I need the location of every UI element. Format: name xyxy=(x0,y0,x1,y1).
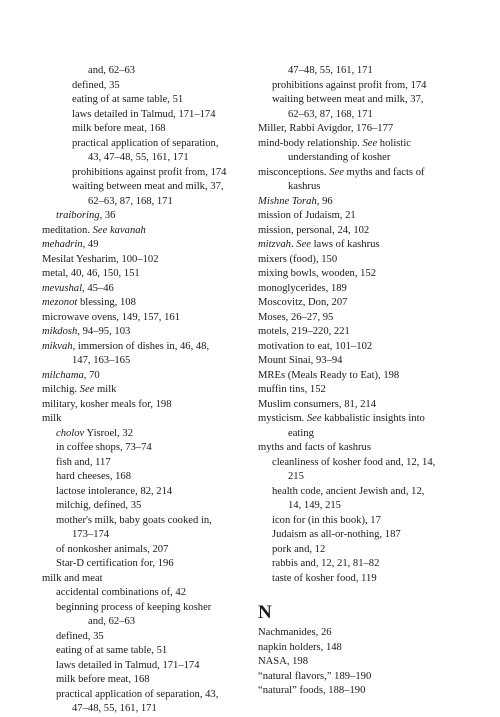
index-entry-text: milchig, defined, 35 xyxy=(56,500,142,511)
index-entry xyxy=(258,108,468,123)
index-entry-text: 47–48, 55, 161, 171 xyxy=(72,703,157,714)
index-entry-text: rabbis and, 12, 21, 81–82 xyxy=(272,558,380,569)
index-entry-text: milk before meat, 168 xyxy=(72,123,166,134)
index-entry xyxy=(258,209,468,224)
index-entry xyxy=(42,79,252,94)
index-entry xyxy=(258,282,468,297)
index-entry xyxy=(42,354,252,369)
index-entry-text: mezonot xyxy=(42,297,78,308)
index-entry-text: See xyxy=(306,413,322,424)
index-entry xyxy=(258,253,468,268)
index-entry xyxy=(258,369,468,384)
index-entry xyxy=(42,383,252,398)
index-entry-text: myths and facts of kashrus xyxy=(258,442,371,453)
index-entry xyxy=(258,514,468,529)
index-entry-text: mitzvah xyxy=(258,239,291,250)
index-entry-text: holistic xyxy=(377,137,411,149)
index-entry-text: kashrus xyxy=(288,181,321,192)
index-entry xyxy=(42,412,252,427)
index-entry-text: health code, ancient Jewish and, 12, xyxy=(272,485,425,497)
index-entry-text: hard cheeses, 168 xyxy=(56,471,132,482)
index-entry xyxy=(42,586,252,601)
index-entry xyxy=(42,615,252,630)
index-entry xyxy=(258,64,468,79)
index-entry-text: eating of at same table, 51 xyxy=(72,94,184,105)
index-entry-text: “natural” foods, 188–190 xyxy=(258,685,366,696)
index-entry xyxy=(42,325,252,340)
index-entry xyxy=(42,224,252,239)
index-entry xyxy=(258,79,468,94)
index-entry-text: blessing, 108 xyxy=(77,297,136,308)
index-entry-text: milk xyxy=(94,384,117,395)
index-entry-text: Moscovitz, Don, 207 xyxy=(258,297,348,308)
index-entry-text: See xyxy=(329,166,344,178)
index-entry xyxy=(258,670,468,685)
index-entry xyxy=(42,311,252,326)
index-entry-text: mixing bowls, wooden, 152 xyxy=(258,268,377,279)
index-entry-text: cholov xyxy=(56,427,85,439)
index-entry-text: NASA, 198 xyxy=(258,656,309,667)
index-entry-text: practical application of separation, xyxy=(72,137,219,149)
index-entry-text: 147, 163–165 xyxy=(72,355,131,366)
index-entry xyxy=(42,485,252,500)
index-entry-text: prohibitions against profit from, 174 xyxy=(72,166,227,178)
index-entry xyxy=(42,209,252,224)
index-entry-text: Muslim consumers, 81, 214 xyxy=(258,398,377,410)
index-entry-text: 47–48, 55, 161, 171 xyxy=(288,65,373,76)
index-entry xyxy=(258,499,468,514)
index-entry-text: motels, 219–220, 221 xyxy=(258,326,350,337)
index-entry xyxy=(258,122,468,137)
index-entry-text: defined, 35 xyxy=(56,630,104,642)
index-entry-text: See xyxy=(362,137,378,149)
index-entry xyxy=(258,93,468,108)
index-entry xyxy=(258,180,468,195)
index-entry-text: metal, 40, 46, 150, 151 xyxy=(42,268,140,279)
index-entry-text: mixers (food), 150 xyxy=(258,253,338,265)
index-entry-text: monoglycerides, 189 xyxy=(258,282,347,294)
index-entry-text: kabbalistic insights into xyxy=(321,413,425,424)
index-entry-text: 62–63, 87, 168, 171 xyxy=(288,108,373,120)
index-entry xyxy=(258,557,468,572)
index-entry xyxy=(42,572,252,587)
index-entry-text: waiting between meat and milk, 37, xyxy=(72,181,224,192)
index-entry-text: meditation. xyxy=(42,224,93,236)
index-entry-text: Mount Sinai, 93–94 xyxy=(258,355,343,366)
index-entry-text: 43, 47–48, 55, 161, 171 xyxy=(88,152,189,163)
index-entry xyxy=(42,282,252,297)
index-entry-text: milk and meat xyxy=(42,572,103,584)
index-entry-text: 215 xyxy=(288,471,304,482)
index-entry xyxy=(258,485,468,500)
index-entry xyxy=(42,601,252,616)
index-entry xyxy=(258,528,468,543)
index-entry xyxy=(42,528,252,543)
index-entry xyxy=(42,543,252,558)
index-entry xyxy=(258,470,468,485)
index-entry-text: Miller, Rabbi Avigdor, 176–177 xyxy=(258,123,394,134)
index-entry xyxy=(258,655,468,670)
index-column-right xyxy=(258,64,468,699)
index-entry-text: of nonkosher animals, 207 xyxy=(56,543,169,555)
index-entry xyxy=(258,195,468,210)
index-entry-text: . xyxy=(290,239,297,250)
index-column-right-bottom xyxy=(258,626,468,699)
index-entry-text: understanding of kosher xyxy=(288,152,391,163)
index-entry-text: practical application of separation, 43, xyxy=(56,688,219,700)
index-entry-text: microwave ovens, 149, 157, 161 xyxy=(42,311,180,323)
index-entry-text: cleanliness of kosher food and, 12, 14, xyxy=(272,456,436,468)
index-entry xyxy=(42,93,252,108)
index-entry xyxy=(258,238,468,253)
index-entry xyxy=(42,441,252,456)
index-entry xyxy=(258,412,468,427)
index-entry-text: defined, 35 xyxy=(72,79,120,91)
index-entry xyxy=(258,684,468,699)
index-entry xyxy=(258,325,468,340)
index-entry-text: pork and, 12 xyxy=(272,543,326,555)
index-entry-text: See xyxy=(296,239,311,250)
index-entry-text: laws detailed in Talmud, 171–174 xyxy=(72,108,216,120)
index-entry-text: prohibitions against profit from, 174 xyxy=(272,79,427,91)
index-entry xyxy=(42,369,252,384)
index-entry-text: Moses, 26–27, 95 xyxy=(258,311,334,323)
index-entry-text: Mishne Torah xyxy=(258,195,317,207)
index-entry-text: accidental combinations of, 42 xyxy=(56,587,187,598)
index-entry-text: motivation to eat, 101–102 xyxy=(258,340,373,352)
index-entry xyxy=(42,340,252,355)
index-entry xyxy=(42,195,252,210)
index-entry xyxy=(42,470,252,485)
index-entry-text: milk xyxy=(42,413,62,424)
section-letter-heading: N xyxy=(258,602,272,623)
index-entry-text: beginning process of keeping kosher xyxy=(56,601,212,613)
index-entry xyxy=(258,151,468,166)
index-entry-text: , 96 xyxy=(316,195,333,207)
index-entry xyxy=(42,151,252,166)
index-entry-text: and, 62–63 xyxy=(88,616,136,627)
index-entry-text: Judaism as all-or-nothing, 187 xyxy=(272,529,401,540)
index-entry-text: milchama xyxy=(42,369,84,381)
index-entry xyxy=(258,456,468,471)
index-entry xyxy=(42,514,252,529)
index-entry-text: See kavanah xyxy=(92,224,146,236)
index-entry-text: , 70 xyxy=(83,369,100,381)
index-entry xyxy=(258,441,468,456)
index-entry-text: lactose intolerance, 82, 214 xyxy=(56,485,173,497)
index-entry-text: , 36 xyxy=(99,210,116,221)
index-entry xyxy=(42,253,252,268)
index-entry xyxy=(258,383,468,398)
index-entry xyxy=(42,267,252,282)
index-column-left xyxy=(42,64,252,717)
index-entry-text: myths and facts of xyxy=(343,166,425,178)
index-entry xyxy=(258,311,468,326)
index-entry-text: taste of kosher food, 119 xyxy=(272,572,377,584)
index-entry-text: in coffee shops, 73–74 xyxy=(56,442,152,453)
index-entry-text: , 49 xyxy=(82,239,99,250)
index-entry xyxy=(42,630,252,645)
index-entry xyxy=(42,166,252,181)
index-entry-text: military, kosher meals for, 198 xyxy=(42,398,172,410)
index-entry-text: Mesilat Yesharim, 100–102 xyxy=(42,253,159,265)
index-entry-text: eating of at same table, 51 xyxy=(56,645,168,656)
index-entry xyxy=(258,427,468,442)
index-entry-text: mother's milk, baby goats cooked in, xyxy=(56,514,212,526)
index-entry xyxy=(42,702,252,717)
index-entry xyxy=(258,398,468,413)
index-entry-text: eating xyxy=(288,427,314,439)
index-entry xyxy=(42,688,252,703)
index-entry xyxy=(258,340,468,355)
index-entry-text: traiboring xyxy=(56,210,100,221)
index-entry xyxy=(42,673,252,688)
index-entry-text: mevushal xyxy=(42,282,83,294)
index-entry xyxy=(258,224,468,239)
index-column-right-top xyxy=(258,64,468,586)
index-entry-text: mission of Judaism, 21 xyxy=(258,210,356,221)
index-entry-text: muffin tins, 152 xyxy=(258,384,326,395)
index-entry xyxy=(42,108,252,123)
index-entry-text: misconceptions. xyxy=(258,166,330,178)
index-entry xyxy=(42,238,252,253)
index-entry-text: MREs (Meals Ready to Eat), 198 xyxy=(258,369,400,381)
index-entry xyxy=(258,641,468,656)
index-entry-text: milchig. xyxy=(42,384,80,395)
index-entry-text: Yisroel, 32 xyxy=(84,427,133,439)
index-entry-text: Star-D certification for, 196 xyxy=(56,558,174,569)
index-entry-text: napkin holders, 148 xyxy=(258,641,342,653)
index-entry-text: 62–63, 87, 168, 171 xyxy=(88,195,173,207)
index-entry xyxy=(42,64,252,79)
index-entry xyxy=(42,456,252,471)
index-entry xyxy=(258,543,468,558)
index-entry xyxy=(42,122,252,137)
index-entry-text: , 45–46 xyxy=(82,282,114,294)
index-entry-text: laws of kashrus xyxy=(310,239,380,250)
index-entry xyxy=(258,626,468,641)
index-entry-text: , 94–95, 103 xyxy=(77,326,131,337)
index-entry-text: waiting between meat and milk, 37, xyxy=(272,94,424,105)
index-entry xyxy=(42,499,252,514)
index-entry-text: , immersion of dishes in, 46, 48, xyxy=(72,340,210,352)
index-entry xyxy=(42,644,252,659)
index-entry-text: mikdosh xyxy=(42,326,78,337)
index-entry-text: mysticism. xyxy=(258,413,307,424)
index-entry-text: mikvah xyxy=(42,340,73,352)
index-entry xyxy=(258,354,468,369)
index-entry xyxy=(42,180,252,195)
index-entry xyxy=(258,166,468,181)
index-entry-text: laws detailed in Talmud, 171–174 xyxy=(56,659,200,671)
index-entry-text: fish and, 117 xyxy=(56,456,111,468)
index-entry-text: 14, 149, 215 xyxy=(288,500,341,511)
index-entry-text: milk before meat, 168 xyxy=(56,674,150,685)
index-entry-text: See xyxy=(79,384,95,395)
index-entry xyxy=(258,572,468,587)
index-entry-text: “natural flavors,” 189–190 xyxy=(258,670,372,682)
index-entry xyxy=(42,557,252,572)
index-entry-text: mind-body relationship. xyxy=(258,137,363,149)
index-entry-text: mission, personal, 24, 102 xyxy=(258,224,370,236)
index-entry-text: and, 62–63 xyxy=(88,65,136,76)
index-entry-text: Nachmanides, 26 xyxy=(258,627,332,638)
index-entry-text: icon for (in this book), 17 xyxy=(272,514,381,526)
index-entry xyxy=(258,267,468,282)
index-entry-text: 173–174 xyxy=(72,529,110,540)
index-entry xyxy=(258,296,468,311)
index-entry xyxy=(42,427,252,442)
index-entry xyxy=(258,137,468,152)
index-entry xyxy=(42,296,252,311)
index-entry xyxy=(42,398,252,413)
index-entry-text: mehadrin xyxy=(42,239,83,250)
index-entry xyxy=(42,137,252,152)
